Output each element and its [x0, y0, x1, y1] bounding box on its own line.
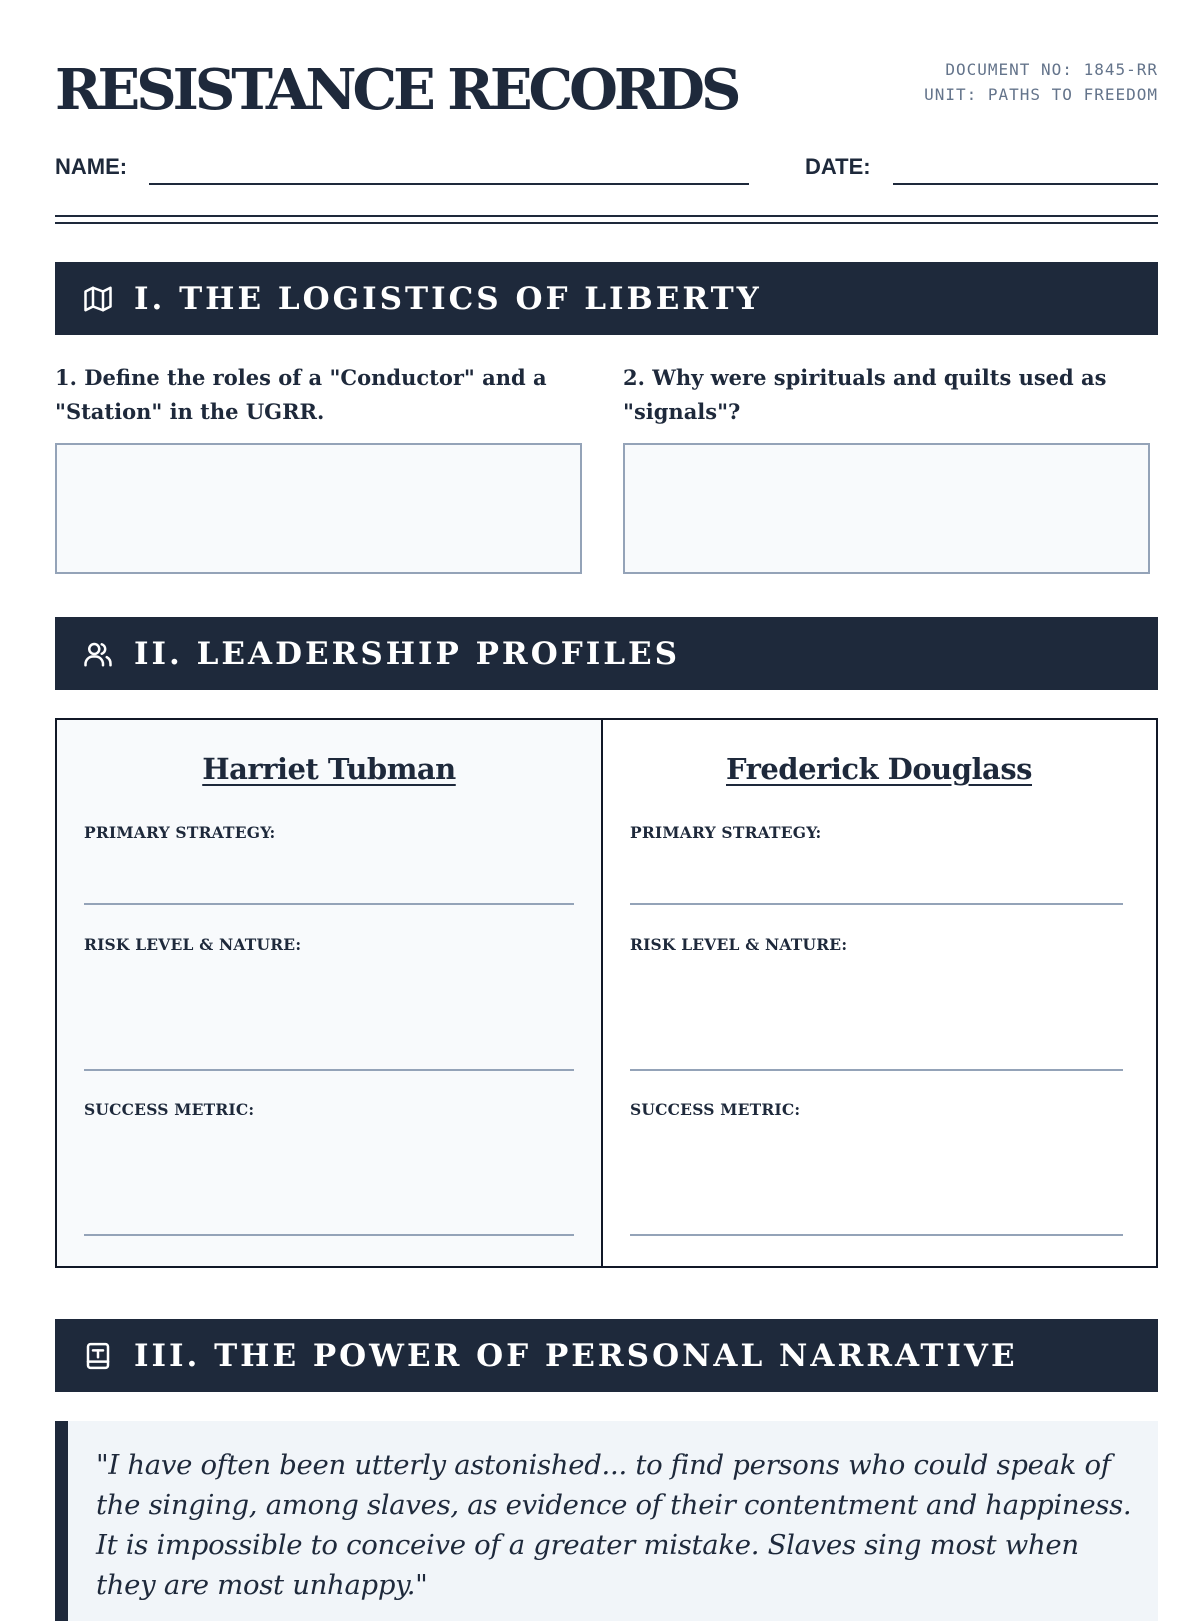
- section-header-logistics: [55, 262, 1158, 335]
- name-label: NAME:: [55, 154, 128, 179]
- profile-card-tubman: [57, 720, 603, 1266]
- risk-level-label: RISK LEVEL & NATURE:: [630, 935, 848, 954]
- name-field[interactable]: [149, 183, 749, 185]
- success-metric-label: SUCCESS METRIC:: [630, 1100, 801, 1119]
- risk-level-label: RISK LEVEL & NATURE:: [84, 935, 302, 954]
- answer-box-2[interactable]: [623, 443, 1150, 574]
- success-metric-field[interactable]: [84, 1234, 574, 1236]
- date-field[interactable]: [893, 183, 1158, 185]
- document-meta: [924, 57, 1158, 107]
- primary-strategy-field[interactable]: [84, 903, 574, 905]
- section-title: II. LEADERSHIP PROFILES: [134, 635, 681, 672]
- profile-card-douglass: [603, 720, 1155, 1266]
- narrative-quote: [55, 1421, 1158, 1621]
- worksheet-page: [55, 0, 1158, 1600]
- leadership-profiles: [55, 718, 1158, 1268]
- book-icon: [82, 1340, 114, 1372]
- success-metric-label: SUCCESS METRIC:: [84, 1100, 255, 1119]
- document-number: DOCUMENT NO: 1845-RR: [945, 60, 1158, 79]
- quote-text: "I have often been utterly astonished... to find persons who could speak of the singing, among slaves, as evidence of their contentment and happiness. It is impossible to conceive of a greater mistake. Slaves sing most when they are most unhappy.": [96, 1449, 1132, 1601]
- profile-name: Frederick Douglass: [726, 752, 1032, 786]
- risk-level-field[interactable]: [84, 1069, 574, 1071]
- unit-name: UNIT: PATHS TO FREEDOM: [924, 85, 1158, 104]
- question-1: 1. Define the roles of a "Conductor" and a "Station" in the UGRR.: [55, 365, 547, 424]
- question-2: 2. Why were spirituals and quilts used as "signals"?: [623, 365, 1107, 424]
- primary-strategy-label: PRIMARY STRATEGY:: [630, 823, 822, 842]
- profile-name: Harriet Tubman: [202, 752, 456, 786]
- section-header-narrative: [55, 1319, 1158, 1392]
- risk-level-field[interactable]: [630, 1069, 1123, 1071]
- header-divider: [55, 215, 1158, 224]
- primary-strategy-field[interactable]: [630, 903, 1123, 905]
- section-header-leadership: [55, 617, 1158, 690]
- users-icon: [82, 638, 114, 670]
- success-metric-field[interactable]: [630, 1234, 1123, 1236]
- date-label: DATE:: [805, 154, 871, 179]
- primary-strategy-label: PRIMARY STRATEGY:: [84, 823, 276, 842]
- map-icon: [82, 283, 114, 315]
- document-title: RESISTANCE RECORDS: [55, 57, 738, 123]
- section-title: I. THE LOGISTICS OF LIBERTY: [134, 280, 762, 317]
- section-title: III. THE POWER OF PERSONAL NARRATIVE: [134, 1337, 1018, 1374]
- answer-box-1[interactable]: [55, 443, 582, 574]
